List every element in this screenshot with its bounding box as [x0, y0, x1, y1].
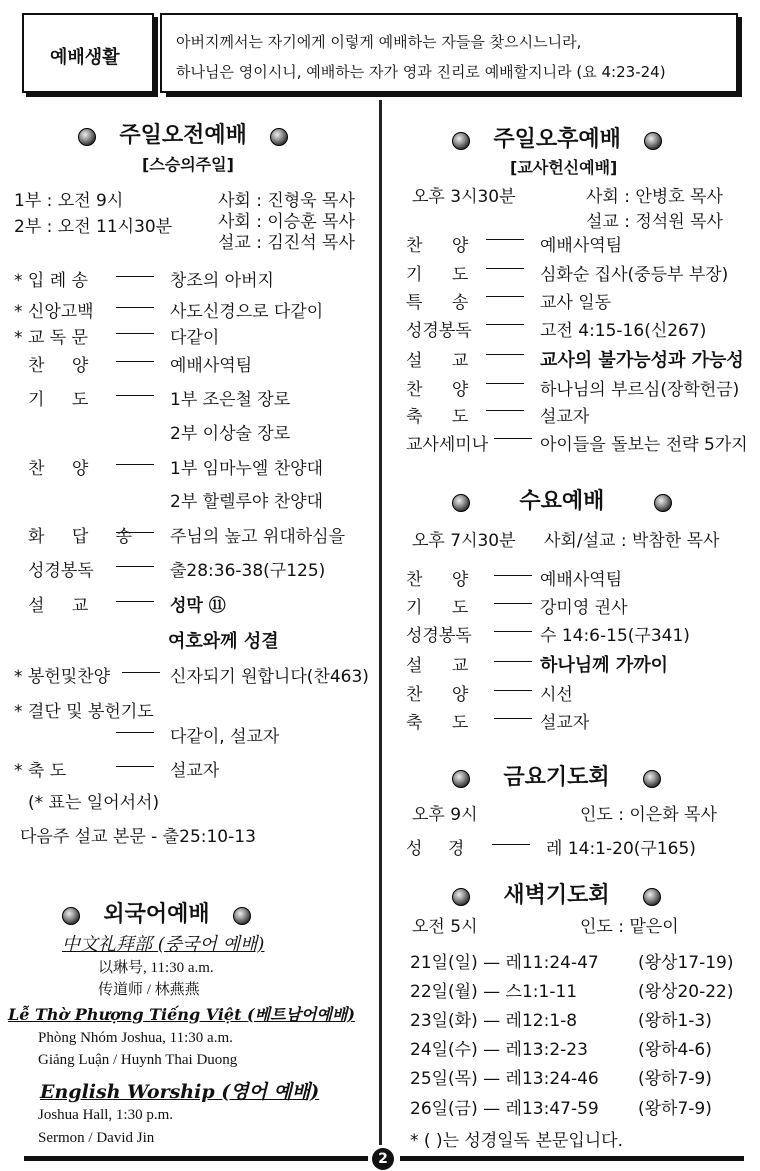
order-label: 설 교: [406, 351, 469, 371]
dash-line: [486, 410, 524, 411]
dash-line: [116, 395, 154, 396]
order-label: * 봉헌및찬양: [14, 667, 111, 687]
order-label: 찬 양: [406, 685, 469, 705]
dash-line: [486, 268, 524, 269]
bullet-dot-icon: [643, 888, 661, 906]
foreign-title: 외국어예배: [103, 902, 210, 927]
order-value: 교사의 불가능성과 가능성: [540, 350, 744, 371]
order-value: 강미영 권사: [540, 598, 628, 618]
order-value: 주님의 높고 위대하심을: [170, 527, 346, 547]
order-label: 찬 양: [406, 236, 469, 256]
bullet-dot-icon: [654, 494, 672, 512]
friday-time: 오후 9시: [412, 805, 478, 825]
dawn-heading: [452, 878, 661, 909]
sunday-pm-host: 사회 : 안병호 목사: [586, 187, 723, 207]
sunday-am-heading: [78, 118, 288, 149]
order-value: 예배사역팀: [170, 356, 253, 376]
order-value: 2부 할렐루야 찬양대: [170, 492, 323, 512]
dawn-day: 22일(월) — 스1:1-11: [410, 982, 578, 1002]
order-value: 1부 조은철 장로: [170, 390, 291, 410]
order-label: 기 도: [406, 265, 469, 285]
dawn-day: 23일(화) — 레12:1-8: [410, 1011, 578, 1031]
dash-line: [486, 383, 524, 384]
dash-line: [486, 324, 524, 325]
order-label: 성경봉독: [406, 626, 472, 646]
foreign-heading: [62, 897, 251, 928]
dawn-day: 24일(수) — 레13:2-23: [410, 1040, 588, 1060]
bullet-dot-icon: [233, 907, 251, 925]
order-value: 다같이, 설교자: [170, 727, 280, 747]
order-label: 설 교: [28, 596, 89, 616]
sunday-am-time-2: 2부 : 오전 11시30분: [14, 217, 173, 237]
order-value: 1부 임마누엘 찬양대: [170, 459, 323, 479]
order-value: 예배사역팀: [540, 236, 623, 256]
wednesday-time: 오후 7시30분: [412, 531, 516, 551]
order-label: * 축 도: [14, 761, 67, 781]
dash-line: [122, 672, 160, 673]
order-label: 기 도: [406, 598, 469, 618]
vietnamese-title: Lễ Thờ Phượng Tiếng Việt (베트남어예배): [8, 1005, 355, 1024]
order-label: * 신앙고백: [14, 302, 94, 322]
sunday-am-subtitle: [스승의주일]: [142, 155, 234, 174]
dash-line: [116, 766, 154, 767]
verse-line-1: 아버지께서는 자기에게 이렇게 예배하는 자들을 찾으시느니라,: [176, 33, 582, 51]
sunday-am-sermon-subtitle: 여호와께 성결: [168, 631, 279, 652]
dash-line: [494, 690, 532, 691]
sunday-pm-title: 주일오후예배: [493, 127, 621, 152]
dash-line: [486, 354, 524, 355]
dawn-ref: (왕하7-9): [638, 1069, 712, 1089]
sunday-pm-preacher: 설교 : 정석원 목사: [586, 212, 723, 232]
friday-bible: 레 14:1-20(구165): [546, 839, 696, 859]
dash-line: [116, 276, 154, 277]
dash-line: [486, 296, 524, 297]
english-line-1: Joshua Hall, 1:30 p.m.: [38, 1107, 173, 1123]
vietnamese-line-2: Giảng Luận / Huynh Thai Duong: [38, 1052, 238, 1068]
order-value: 고전 4:15-16(신267): [540, 321, 707, 341]
dawn-ref: (왕하1-3): [638, 1011, 712, 1031]
dawn-day: 25일(목) — 레13:24-46: [410, 1069, 599, 1089]
bullet-dot-icon: [62, 907, 80, 925]
sunday-am-host-1: 사회 : 진형욱 목사: [218, 191, 355, 211]
bullet-dot-icon: [452, 132, 470, 150]
bullet-dot-icon: [452, 888, 470, 906]
dawn-note: * ( )는 성경일독 본문입니다.: [410, 1131, 624, 1151]
vietnamese-line-1: Phòng Nhóm Joshua, 11:30 a.m.: [38, 1030, 233, 1046]
bullet-dot-icon: [452, 494, 470, 512]
dash-line: [116, 464, 154, 465]
order-value: 성막 ⑪: [170, 596, 226, 616]
column-divider: [379, 100, 382, 1145]
order-label: 축 도: [406, 407, 469, 427]
order-value: 신자되기 원합니다(찬463): [170, 667, 369, 687]
verse-box: [160, 13, 738, 93]
sunday-am-preacher: 설교 : 김진석 목사: [218, 233, 355, 253]
dawn-leader: 인도 : 맡은이: [580, 917, 679, 937]
standing-note: (* 표는 일어서서): [28, 793, 160, 813]
order-value: 하나님께 가까이: [540, 655, 668, 676]
order-value: 예배사역팀: [540, 570, 623, 590]
dash-line: [116, 566, 154, 567]
friday-bible-label: 성 경: [406, 839, 465, 859]
bullet-dot-icon: [78, 128, 96, 146]
dawn-ref: (왕하7-9): [638, 1099, 712, 1119]
bullet-dot-icon: [270, 128, 288, 146]
friday-title: 금요기도회: [503, 765, 610, 790]
dash-line: [116, 732, 154, 733]
order-label: 기 도: [28, 390, 89, 410]
chinese-line-2: 传道师 / 林燕燕: [98, 982, 200, 998]
sunday-am-title: 주일오전예배: [119, 123, 247, 148]
order-value: 시선: [540, 685, 573, 705]
order-value: 출28:36-38(구125): [170, 561, 326, 581]
dash-line: [116, 307, 154, 308]
order-label: * 결단 및 봉헌기도: [14, 702, 154, 722]
sunday-pm-subtitle: [교사헌신예배]: [510, 158, 618, 177]
dawn-time: 오전 5시: [412, 917, 478, 937]
bullet-dot-icon: [643, 770, 661, 788]
sunday-pm-heading: [452, 122, 662, 153]
dash-line: [492, 844, 530, 845]
order-label: 축 도: [406, 713, 469, 733]
bullet-dot-icon: [452, 770, 470, 788]
dash-line: [486, 239, 524, 240]
dash-line: [494, 438, 532, 439]
order-label: 교사세미나: [406, 435, 489, 455]
order-value: 심화순 집사(중등부 부장): [540, 265, 729, 285]
order-label: 성경봉독: [28, 561, 94, 581]
dash-line: [116, 333, 154, 334]
order-value: 설교자: [170, 761, 220, 781]
order-value: 하나님의 부르심(장학헌금): [540, 380, 740, 400]
english-line-2: Sermon / David Jin: [38, 1130, 155, 1146]
order-label: 찬 양: [406, 380, 469, 400]
chinese-title: 中文礼拜部 (중국어 예배): [62, 934, 265, 955]
wednesday-title: 수요예배: [519, 489, 605, 514]
dash-line: [116, 361, 154, 362]
english-title: English Worship (영어 예배): [40, 1081, 320, 1103]
dash-line: [494, 575, 532, 576]
order-label: 설 교: [406, 656, 469, 676]
friday-leader: 인도 : 이은화 목사: [580, 805, 717, 825]
order-value: 창조의 아버지: [170, 271, 274, 291]
order-value: 교사 일동: [540, 293, 612, 313]
sunday-am-host-2: 사회 : 이승훈 목사: [218, 212, 355, 232]
order-value: 다같이: [170, 328, 220, 348]
order-value: 사도신경으로 다같이: [170, 302, 324, 322]
dash-line: [116, 601, 154, 602]
order-value: 아이들을 돌보는 전략 5가지: [540, 435, 748, 455]
dawn-day: 26일(금) — 레13:47-59: [410, 1099, 599, 1119]
dawn-ref: (왕상20-22): [638, 982, 734, 1002]
order-label: * 교 독 문: [14, 328, 88, 348]
bottom-rule-left: [24, 1156, 368, 1161]
dash-line: [494, 718, 532, 719]
sunday-pm-time: 오후 3시30분: [412, 187, 516, 207]
header-label: 예배생활: [50, 47, 120, 68]
order-value: 설교자: [540, 713, 590, 733]
dash-line: [494, 603, 532, 604]
wednesday-host: 사회/설교 : 박참한 목사: [544, 531, 720, 551]
bottom-rule-right: [400, 1156, 744, 1161]
dawn-ref: (왕하4-6): [638, 1040, 712, 1060]
dash-line: [116, 532, 154, 533]
dash-line: [494, 661, 532, 662]
header-label-box: [22, 13, 154, 93]
friday-heading: [452, 760, 661, 791]
dash-line: [494, 631, 532, 632]
order-value: 설교자: [540, 407, 590, 427]
chinese-line-1: 以琳号, 11:30 a.m.: [98, 960, 214, 976]
order-label: * 입 례 송: [14, 271, 88, 291]
order-label: 찬 양: [28, 459, 89, 479]
order-label: 찬 양: [28, 356, 89, 376]
order-value: 수 14:6-15(구341): [540, 626, 690, 646]
order-label: 성경봉독: [406, 321, 472, 341]
order-label: 특 송: [406, 293, 469, 313]
verse-line-2: 하나님은 영이시니, 예배하는 자가 영과 진리로 예배할지니라 (요 4:23-24): [176, 63, 666, 81]
sunday-am-time-1: 1부 : 오전 9시: [14, 191, 124, 211]
dawn-day: 21일(일) — 레11:24-47: [410, 953, 599, 973]
dawn-title: 새벽기도회: [503, 883, 610, 908]
dawn-ref: (왕상17-19): [638, 953, 734, 973]
order-value: 2부 이상술 장로: [170, 424, 291, 444]
order-label: 화 답 송: [28, 527, 133, 547]
wednesday-heading: [452, 484, 672, 515]
next-sermon: 다음주 설교 본문 - 출25:10-13: [20, 827, 256, 847]
order-label: 찬 양: [406, 570, 469, 590]
bullet-dot-icon: [644, 132, 662, 150]
page-number: 2: [372, 1148, 394, 1170]
